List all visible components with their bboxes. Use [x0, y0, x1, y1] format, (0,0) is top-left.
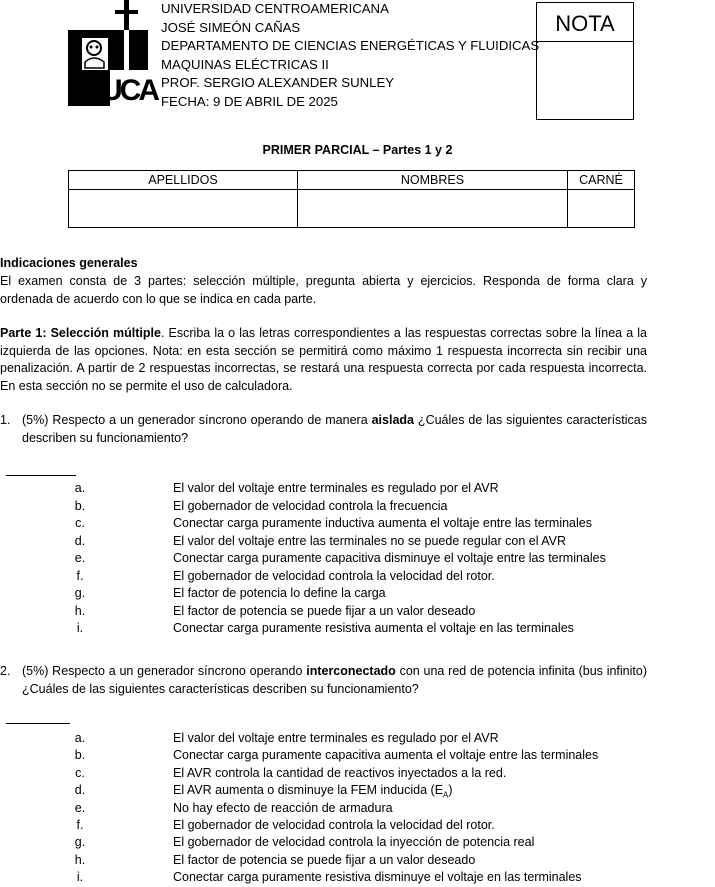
option-text — [173, 852, 475, 869]
option-letter: a. — [74, 731, 86, 745]
grade-box-divider — [537, 41, 633, 42]
question-text-pre: (5%) Respecto a un generador síncrono operando — [22, 664, 307, 678]
question-2 — [0, 663, 647, 698]
header-course: MAQUINAS ELÉCTRICAS II — [161, 56, 329, 72]
option-text-main: No hay efecto de reacción de armadura — [173, 800, 393, 815]
option-letter: d. — [74, 783, 86, 798]
option-text-main: El valor del voltaje entre terminales es regulado por el AVR — [173, 481, 499, 495]
option-text-main: Conectar carga puramente inductiva aumenta el voltaje entre las terminales — [173, 516, 592, 530]
option-text — [173, 603, 475, 620]
option-text-main: Conectar carga puramente resistiva disminuye el voltaje en las terminales — [173, 870, 582, 885]
answer-line-q1[interactable] — [6, 475, 76, 476]
header-nombres: NOMBRES — [298, 171, 568, 190]
question-text-pre: (5%) Respecto a un generador síncrono operando de manera — [22, 413, 372, 427]
option-text-tail: ) — [448, 783, 453, 798]
option-letter: c. — [75, 516, 85, 530]
option-letter: f. — [76, 568, 84, 583]
option-text — [173, 533, 566, 550]
header-university-name: JOSÉ SIMEÓN CAÑAS — [161, 19, 301, 35]
option-text — [173, 765, 506, 782]
header-apellidos: APELLIDOS — [69, 171, 298, 190]
option-letter: a. — [74, 481, 86, 495]
option-text — [173, 869, 582, 886]
option-text — [173, 480, 499, 497]
option-text-main: El gobernador de velocidad controla la velocidad del rotor. — [173, 568, 495, 583]
option-text-main: El factor de potencia se puede fijar a un valor deseado — [173, 603, 476, 618]
option-letter: g. — [74, 586, 86, 600]
option-text — [173, 585, 386, 602]
option-letter: e. — [74, 800, 86, 815]
general-heading: Indicaciones generales — [0, 256, 138, 270]
uca-logo — [68, 0, 157, 108]
option-text-main: Conectar carga puramente resistiva aumenta el voltaje en las terminales — [173, 621, 574, 635]
option-text-main: El gobernador de velocidad controla la frecuencia — [173, 498, 448, 513]
option-text-main: El valor del voltaje entre las terminales no se puede regular con el AVR — [173, 533, 567, 548]
option-text — [173, 817, 495, 834]
logo-lettering: UCA — [101, 74, 157, 107]
question-text-bold: aislada — [371, 413, 414, 427]
option-text — [173, 834, 534, 851]
option-letter: b. — [74, 748, 86, 763]
grade-box — [536, 2, 634, 120]
general-text: El examen consta de 3 partes: selección múltiple, pregunta abierta y ejercicios. Responda de forma clara y ordenada de acuerdo con lo que se indica en cada parte. — [0, 274, 647, 306]
header-department: DEPARTAMENTO DE CIENCIAS ENERGÉTICAS Y FLUIDICAS — [161, 38, 540, 54]
option-letter: i. — [76, 870, 84, 885]
option-letter: h. — [74, 603, 86, 618]
option-text — [173, 730, 499, 747]
header-date: FECHA: 9 DE ABRIL DE 2025 — [161, 94, 338, 109]
header-university: UNIVERSIDAD CENTROAMERICANA — [161, 1, 389, 16]
header-carne: CARNÉ — [568, 171, 635, 190]
option-letter: d. — [74, 533, 86, 548]
option-letter: i. — [76, 621, 84, 635]
header-professor: PROF. SERGIO ALEXANDER SUNLEY — [161, 75, 395, 91]
student-id-table — [68, 170, 635, 228]
option-letter: b. — [74, 498, 86, 513]
question-number: 2. — [0, 664, 11, 678]
option-subscript: A — [443, 790, 449, 800]
question-text-bold: interconectado — [306, 664, 396, 678]
part1-text: . Escriba la o las letras correspondientes a las respuestas correctas sobre la línea a la izquierda de las opciones. Nota: en esta sección se permitirá como máximo 1 respuesta incorrecta sin recibir una penalización. A partir de 2 respuestas incorrectas, se restará una respuesta correcta por cada respuesta incorrecta. En esta sección no se permite el uso de calculadora. — [0, 326, 647, 393]
exam-title: PRIMER PARCIAL – Partes 1 y 2 — [262, 143, 453, 157]
option-text-main: El gobernador de velocidad controla la inyección de potencia real — [173, 835, 535, 850]
option-text — [173, 568, 495, 585]
apellidos-field[interactable] — [69, 190, 298, 228]
nombres-field[interactable] — [298, 190, 568, 228]
question-text-post: ¿Cuáles de las siguientes características describen su funcionamiento? — [22, 413, 647, 445]
part1-heading: Parte 1: Selección múltiple — [0, 326, 161, 340]
option-letter: g. — [74, 835, 86, 850]
question-number: 1. — [0, 413, 11, 427]
option-text-main: El factor de potencia lo define la carga — [173, 586, 386, 600]
option-text-main: Conectar carga puramente capacitiva aumenta el voltaje entre las terminales — [173, 748, 599, 763]
question-text — [22, 412, 647, 447]
option-text — [173, 515, 592, 532]
option-text-main: Conectar carga puramente capacitiva disminuye el voltaje entre las terminales — [173, 551, 606, 565]
option-text-main: El AVR aumenta o disminuye la FEM inducida (E — [173, 783, 444, 798]
question-1 — [0, 412, 647, 447]
option-text-main: El gobernador de velocidad controla la velocidad del rotor. — [173, 818, 495, 832]
option-letter: c. — [75, 765, 85, 780]
option-text — [173, 800, 393, 817]
option-letter: e. — [74, 551, 86, 565]
option-text-main: El AVR controla la cantidad de reactivos inyectados a la red. — [173, 765, 507, 780]
option-text-main: El factor de potencia se puede fijar a un valor deseado — [173, 852, 476, 867]
option-text — [173, 620, 574, 637]
part1-instructions — [0, 325, 647, 395]
question-text — [22, 663, 647, 698]
question-text-post: con una red de potencia infinita (bus infinito) ¿Cuáles de las siguientes características describen su funcionamiento? — [22, 664, 647, 696]
option-text — [173, 747, 598, 764]
option-letter: f. — [76, 818, 84, 832]
option-text — [173, 550, 606, 567]
option-text-main: El valor del voltaje entre terminales es regulado por el AVR — [173, 731, 499, 745]
option-text — [173, 498, 447, 515]
option-letter: h. — [74, 852, 86, 867]
answer-line-q2[interactable] — [6, 723, 70, 724]
grade-label: NOTA — [555, 11, 615, 36]
carne-field[interactable] — [568, 190, 635, 228]
